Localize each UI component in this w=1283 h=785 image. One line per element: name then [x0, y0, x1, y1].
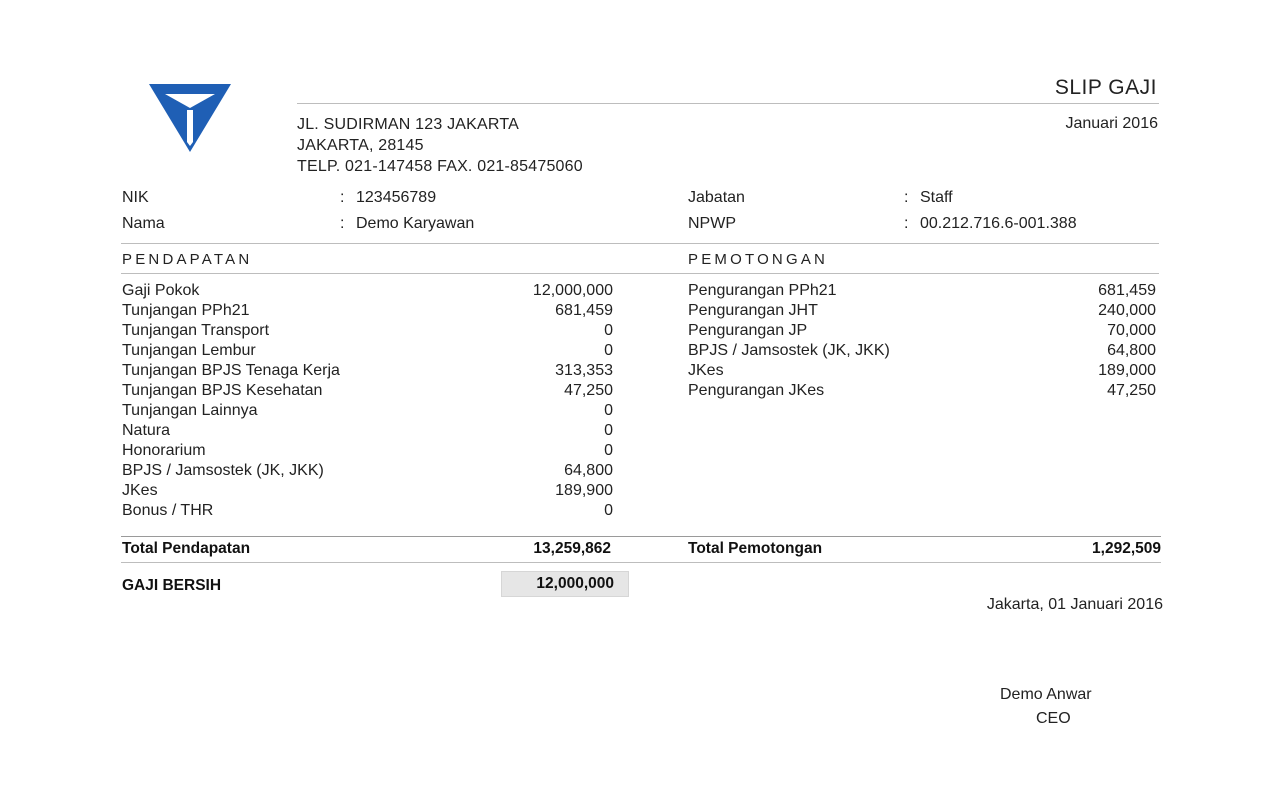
income-item-label: Tunjangan Transport — [122, 322, 270, 339]
income-heading: PENDAPATAN — [122, 251, 253, 268]
jabatan-label: Jabatan — [688, 189, 745, 206]
income-item-label: Tunjangan Lembur — [122, 342, 256, 359]
deductions-item-value: 70,000 — [1107, 322, 1156, 339]
income-item-label: JKes — [122, 482, 158, 499]
income-row — [122, 461, 613, 481]
income-row — [122, 381, 613, 401]
company-address-line-1: JL. SUDIRMAN 123 JAKARTA — [297, 116, 520, 133]
deductions-row — [688, 281, 1156, 301]
deductions-item-label: Pengurangan JHT — [688, 302, 818, 319]
company-logo — [147, 82, 233, 154]
header-rule — [297, 103, 1159, 104]
total-deductions-value: 1,292,509 — [1092, 540, 1161, 557]
net-salary-label: GAJI BERSIH — [122, 577, 222, 594]
company-address-line-3: TELP. 021-147458 FAX. 021-85475060 — [297, 158, 583, 175]
income-item-label: Tunjangan Lainnya — [122, 402, 258, 419]
deductions-row — [688, 301, 1156, 321]
income-row — [122, 361, 613, 381]
total-income-label: Total Pendapatan — [122, 540, 251, 557]
income-item-value: 681,459 — [555, 302, 613, 319]
nik-separator: : — [340, 189, 345, 206]
income-item-value: 0 — [604, 322, 613, 339]
deductions-heading: PEMOTONGAN — [688, 251, 829, 268]
income-item-value: 0 — [604, 422, 613, 439]
income-item-value: 0 — [604, 402, 613, 419]
info-rule — [121, 243, 1159, 244]
slip-period: Januari 2016 — [1065, 115, 1158, 132]
totals-bottom-rule — [121, 562, 1161, 563]
deductions-item-label: BPJS / Jamsostek (JK, JKK) — [688, 342, 890, 359]
income-item-value: 12,000,000 — [532, 282, 613, 299]
signatory-role: CEO — [1036, 710, 1071, 727]
income-row — [122, 441, 613, 461]
nama-value: Demo Karyawan — [356, 215, 475, 232]
income-item-label: Natura — [122, 422, 171, 439]
deductions-row — [688, 341, 1156, 361]
section-heading-rule — [121, 273, 1159, 274]
income-item-value: 0 — [604, 342, 613, 359]
total-deductions-label: Total Pemotongan — [688, 540, 823, 557]
income-item-label: BPJS / Jamsostek (JK, JKK) — [122, 462, 324, 479]
income-list — [122, 281, 613, 521]
npwp-label: NPWP — [688, 215, 736, 232]
totals-rule — [121, 536, 1161, 537]
jabatan-separator: : — [904, 189, 909, 206]
slip-title: SLIP GAJI — [1054, 76, 1157, 99]
nik-label: NIK — [122, 189, 149, 206]
deductions-item-value: 681,459 — [1098, 282, 1156, 299]
income-item-label: Tunjangan BPJS Kesehatan — [122, 382, 323, 399]
deductions-list — [688, 281, 1156, 401]
deductions-row — [688, 321, 1156, 341]
income-item-label: Gaji Pokok — [122, 282, 200, 299]
nama-separator: : — [340, 215, 345, 232]
income-item-value: 0 — [604, 442, 613, 459]
income-row — [122, 401, 613, 421]
deductions-item-value: 64,800 — [1107, 342, 1156, 359]
deductions-item-label: Pengurangan JKes — [688, 382, 825, 399]
npwp-value: 00.212.716.6-001.388 — [920, 215, 1077, 232]
npwp-separator: : — [904, 215, 909, 232]
income-row — [122, 501, 613, 521]
income-row — [122, 481, 613, 501]
jabatan-value: Staff — [920, 189, 953, 206]
income-row — [122, 301, 613, 321]
income-item-label: Bonus / THR — [122, 502, 214, 519]
income-row — [122, 321, 613, 341]
income-row — [122, 281, 613, 301]
deductions-item-label: JKes — [688, 362, 724, 379]
income-item-value: 189,900 — [555, 482, 613, 499]
deductions-row — [688, 361, 1156, 381]
income-item-label: Tunjangan PPh21 — [122, 302, 250, 319]
deductions-item-value: 47,250 — [1107, 382, 1156, 399]
deductions-item-label: Pengurangan JP — [688, 322, 808, 339]
signatory-name: Demo Anwar — [1000, 686, 1092, 703]
income-row — [122, 421, 613, 441]
nik-value: 123456789 — [356, 189, 437, 206]
company-address-line-2: JAKARTA, 28145 — [297, 137, 424, 154]
deductions-item-label: Pengurangan PPh21 — [688, 282, 837, 299]
signature-place-date: Jakarta, 01 Januari 2016 — [986, 596, 1163, 613]
income-item-value: 47,250 — [564, 382, 613, 399]
deductions-item-value: 240,000 — [1098, 302, 1156, 319]
income-item-label: Tunjangan BPJS Tenaga Kerja — [122, 362, 340, 379]
income-row — [122, 341, 613, 361]
total-income-value: 13,259,862 — [533, 540, 611, 557]
income-item-value: 313,353 — [555, 362, 613, 379]
nama-label: Nama — [122, 215, 165, 232]
net-salary-value: 12,000,000 — [536, 575, 614, 592]
deductions-item-value: 189,000 — [1098, 362, 1156, 379]
income-item-value: 64,800 — [564, 462, 613, 479]
deductions-row — [688, 381, 1156, 401]
income-item-value: 0 — [604, 502, 613, 519]
income-item-label: Honorarium — [122, 442, 206, 459]
